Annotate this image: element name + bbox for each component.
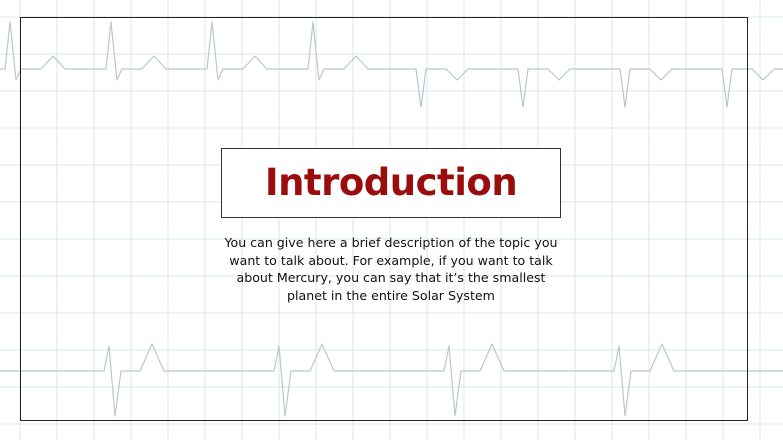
heartbeat-line-top (0, 22, 783, 107)
slide-title: Introduction (264, 160, 518, 204)
heartbeat-lines (0, 22, 783, 416)
title-box (221, 148, 561, 218)
slide-description: You can give here a brief description of the topic you want to talk about. For example, if you want to talk about Mercury, you can say that it’s the smallest planet in the entire Solar System (224, 235, 558, 303)
heartbeat-line-bottom (0, 344, 783, 416)
